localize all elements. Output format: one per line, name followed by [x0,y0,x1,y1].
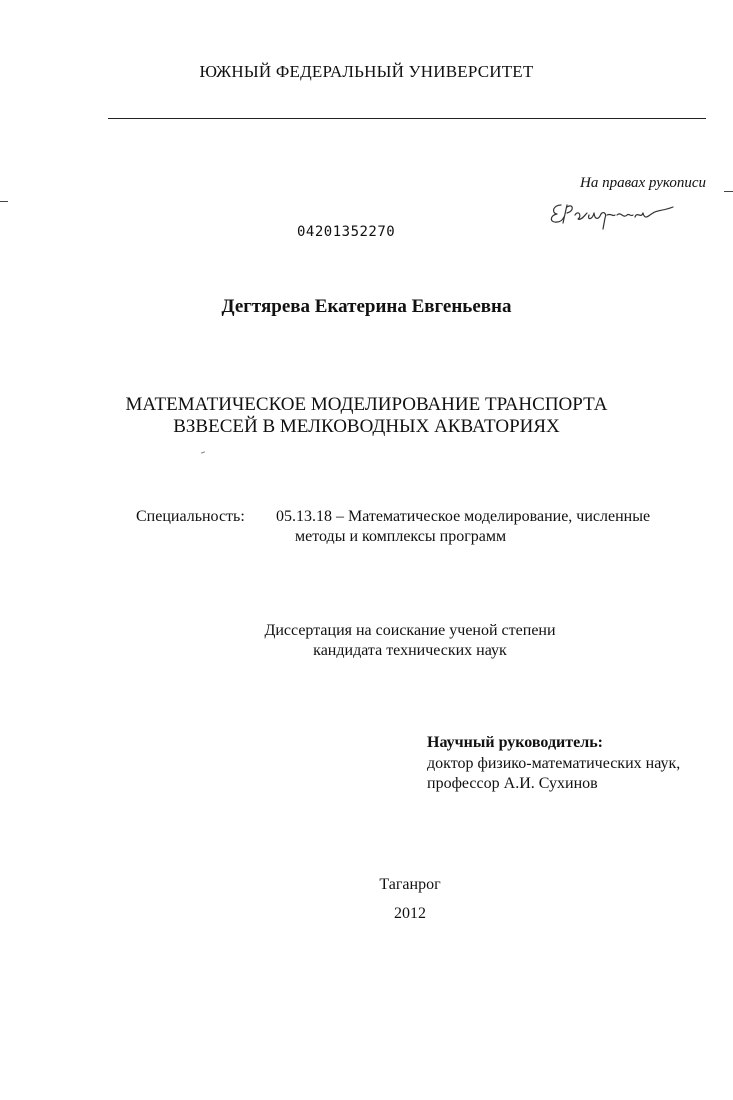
specialty-continuation-line: методы и комплексы программ [295,528,507,545]
author-name: Дегтярева Екатерина Евгеньевна [221,296,512,317]
city: Таганрог [379,876,441,893]
dissertation-degree [0,621,733,661]
author-signature [545,193,680,233]
university-name: ЮЖНЫЙ ФЕДЕРАЛЬНЫЙ УНИВЕРСИТЕТ [199,62,534,81]
scan-speck [201,451,205,453]
advisor-name: профессор А.И. Сухинов [427,775,598,792]
degree-line-2: кандидата технических наук [313,642,507,659]
scan-mark-left [0,201,8,202]
advisor-label: Научный руководитель: [427,734,603,751]
manuscript-note: На правах рукописи [580,175,706,191]
advisor-degree: доктор физико-математических наук, [427,755,681,772]
specialty-code-line: 05.13.18 – Математическое моделирование, численные [276,508,651,525]
specialty-label: Специальность: [136,508,245,525]
title-line-2: ВЗВЕСЕЙ В МЕЛКОВОДНЫХ АКВАТОРИЯХ [173,416,560,437]
title-line-1: МАТЕМАТИЧЕСКОЕ МОДЕЛИРОВАНИЕ ТРАНСПОРТА [125,394,608,415]
catalog-number: 04201352270 [297,224,396,240]
degree-line-1: Диссертация на соискание ученой степени [264,622,556,639]
header-divider [108,118,706,119]
year: 2012 [394,905,426,922]
dissertation-title [0,394,733,438]
scan-mark-right [724,191,733,192]
